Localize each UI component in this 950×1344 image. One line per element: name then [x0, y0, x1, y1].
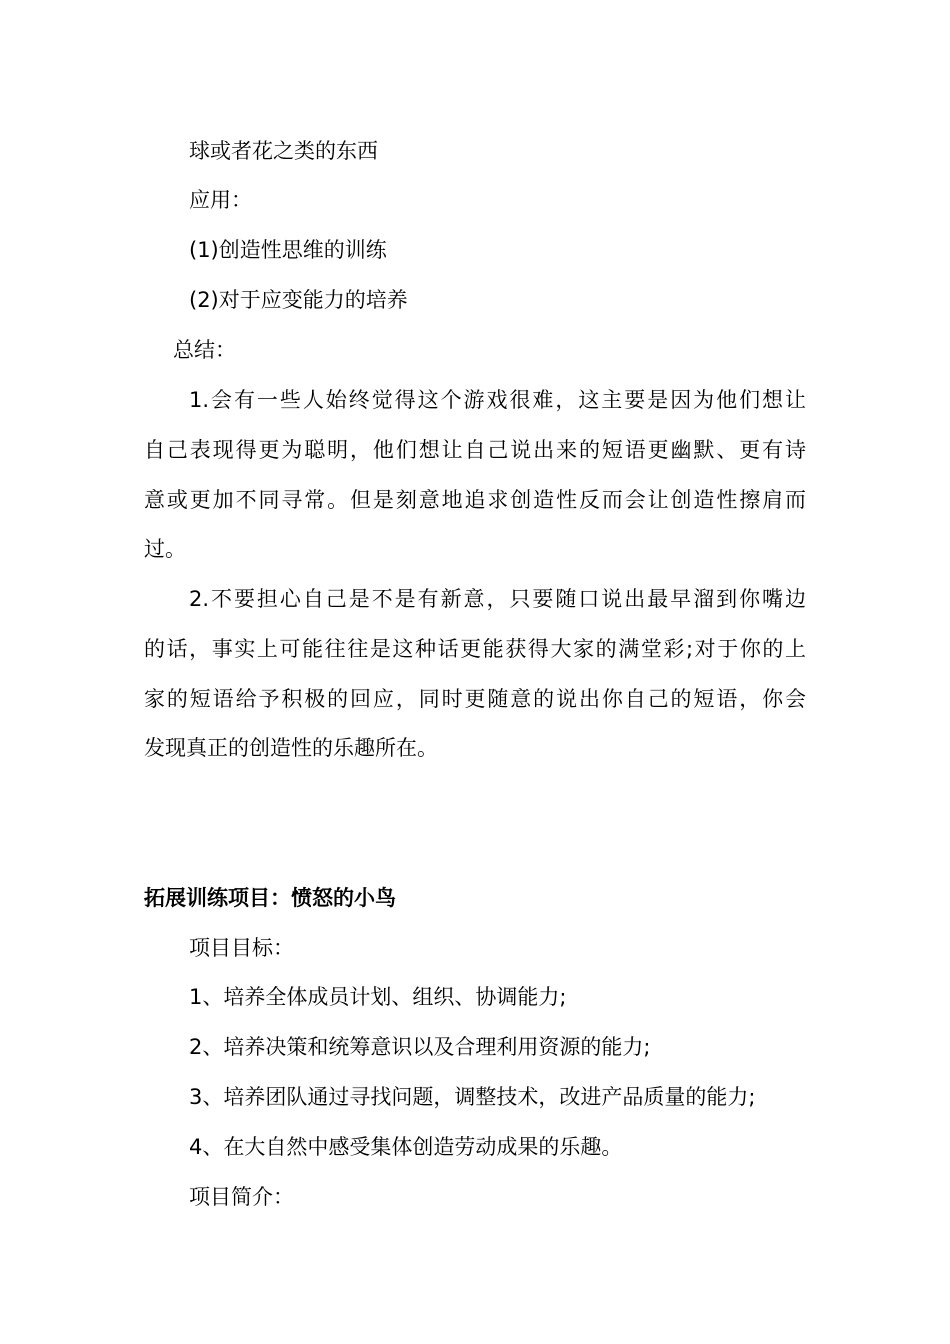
text-line: 项目目标： — [189, 936, 294, 960]
summary-heading: 总结： — [173, 338, 236, 362]
paragraph-line: 发现真正的创造性的乐趣所在。 — [144, 736, 438, 760]
list-item: 3、培养团队通过寻找问题，调整技术，改进产品质量的能力; — [189, 1085, 756, 1109]
list-item: 2、培养决策和统筹意识以及合理利用资源的能力; — [189, 1035, 651, 1059]
paragraph-line: 意或更加不同寻常。但是刻意地追求创造性反而会让创造性擦肩而 — [144, 488, 806, 512]
list-item: 1、培养全体成员计划、组织、协调能力; — [189, 985, 567, 1009]
section-title: 拓展训练项目：愤怒的小鸟 — [144, 886, 396, 910]
text-line: (1)创造性思维的训练 — [189, 238, 387, 262]
paragraph-line: 的话，事实上可能往往是这种话更能获得大家的满堂彩;对于你的上 — [144, 637, 806, 661]
paragraph-line: 2.不要担心自己是不是有新意，只要随口说出最早溜到你嘴边 — [189, 587, 806, 611]
paragraph-line: 过。 — [144, 537, 186, 561]
paragraph-line: 1.会有一些人始终觉得这个游戏很难，这主要是因为他们想让 — [189, 388, 806, 412]
text-line: 项目简介： — [189, 1185, 294, 1209]
text-line: 应用： — [189, 188, 252, 212]
list-item: 4、在大自然中感受集体创造劳动成果的乐趣。 — [189, 1135, 623, 1159]
text-line: (2)对于应变能力的培养 — [189, 288, 408, 312]
paragraph-line: 家的短语给予积极的回应，同时更随意的说出你自己的短语，你会 — [144, 687, 806, 711]
paragraph-line: 自己表现得更为聪明，他们想让自己说出来的短语更幽默、更有诗 — [144, 438, 806, 462]
text-line: 球或者花之类的东西 — [189, 139, 378, 163]
